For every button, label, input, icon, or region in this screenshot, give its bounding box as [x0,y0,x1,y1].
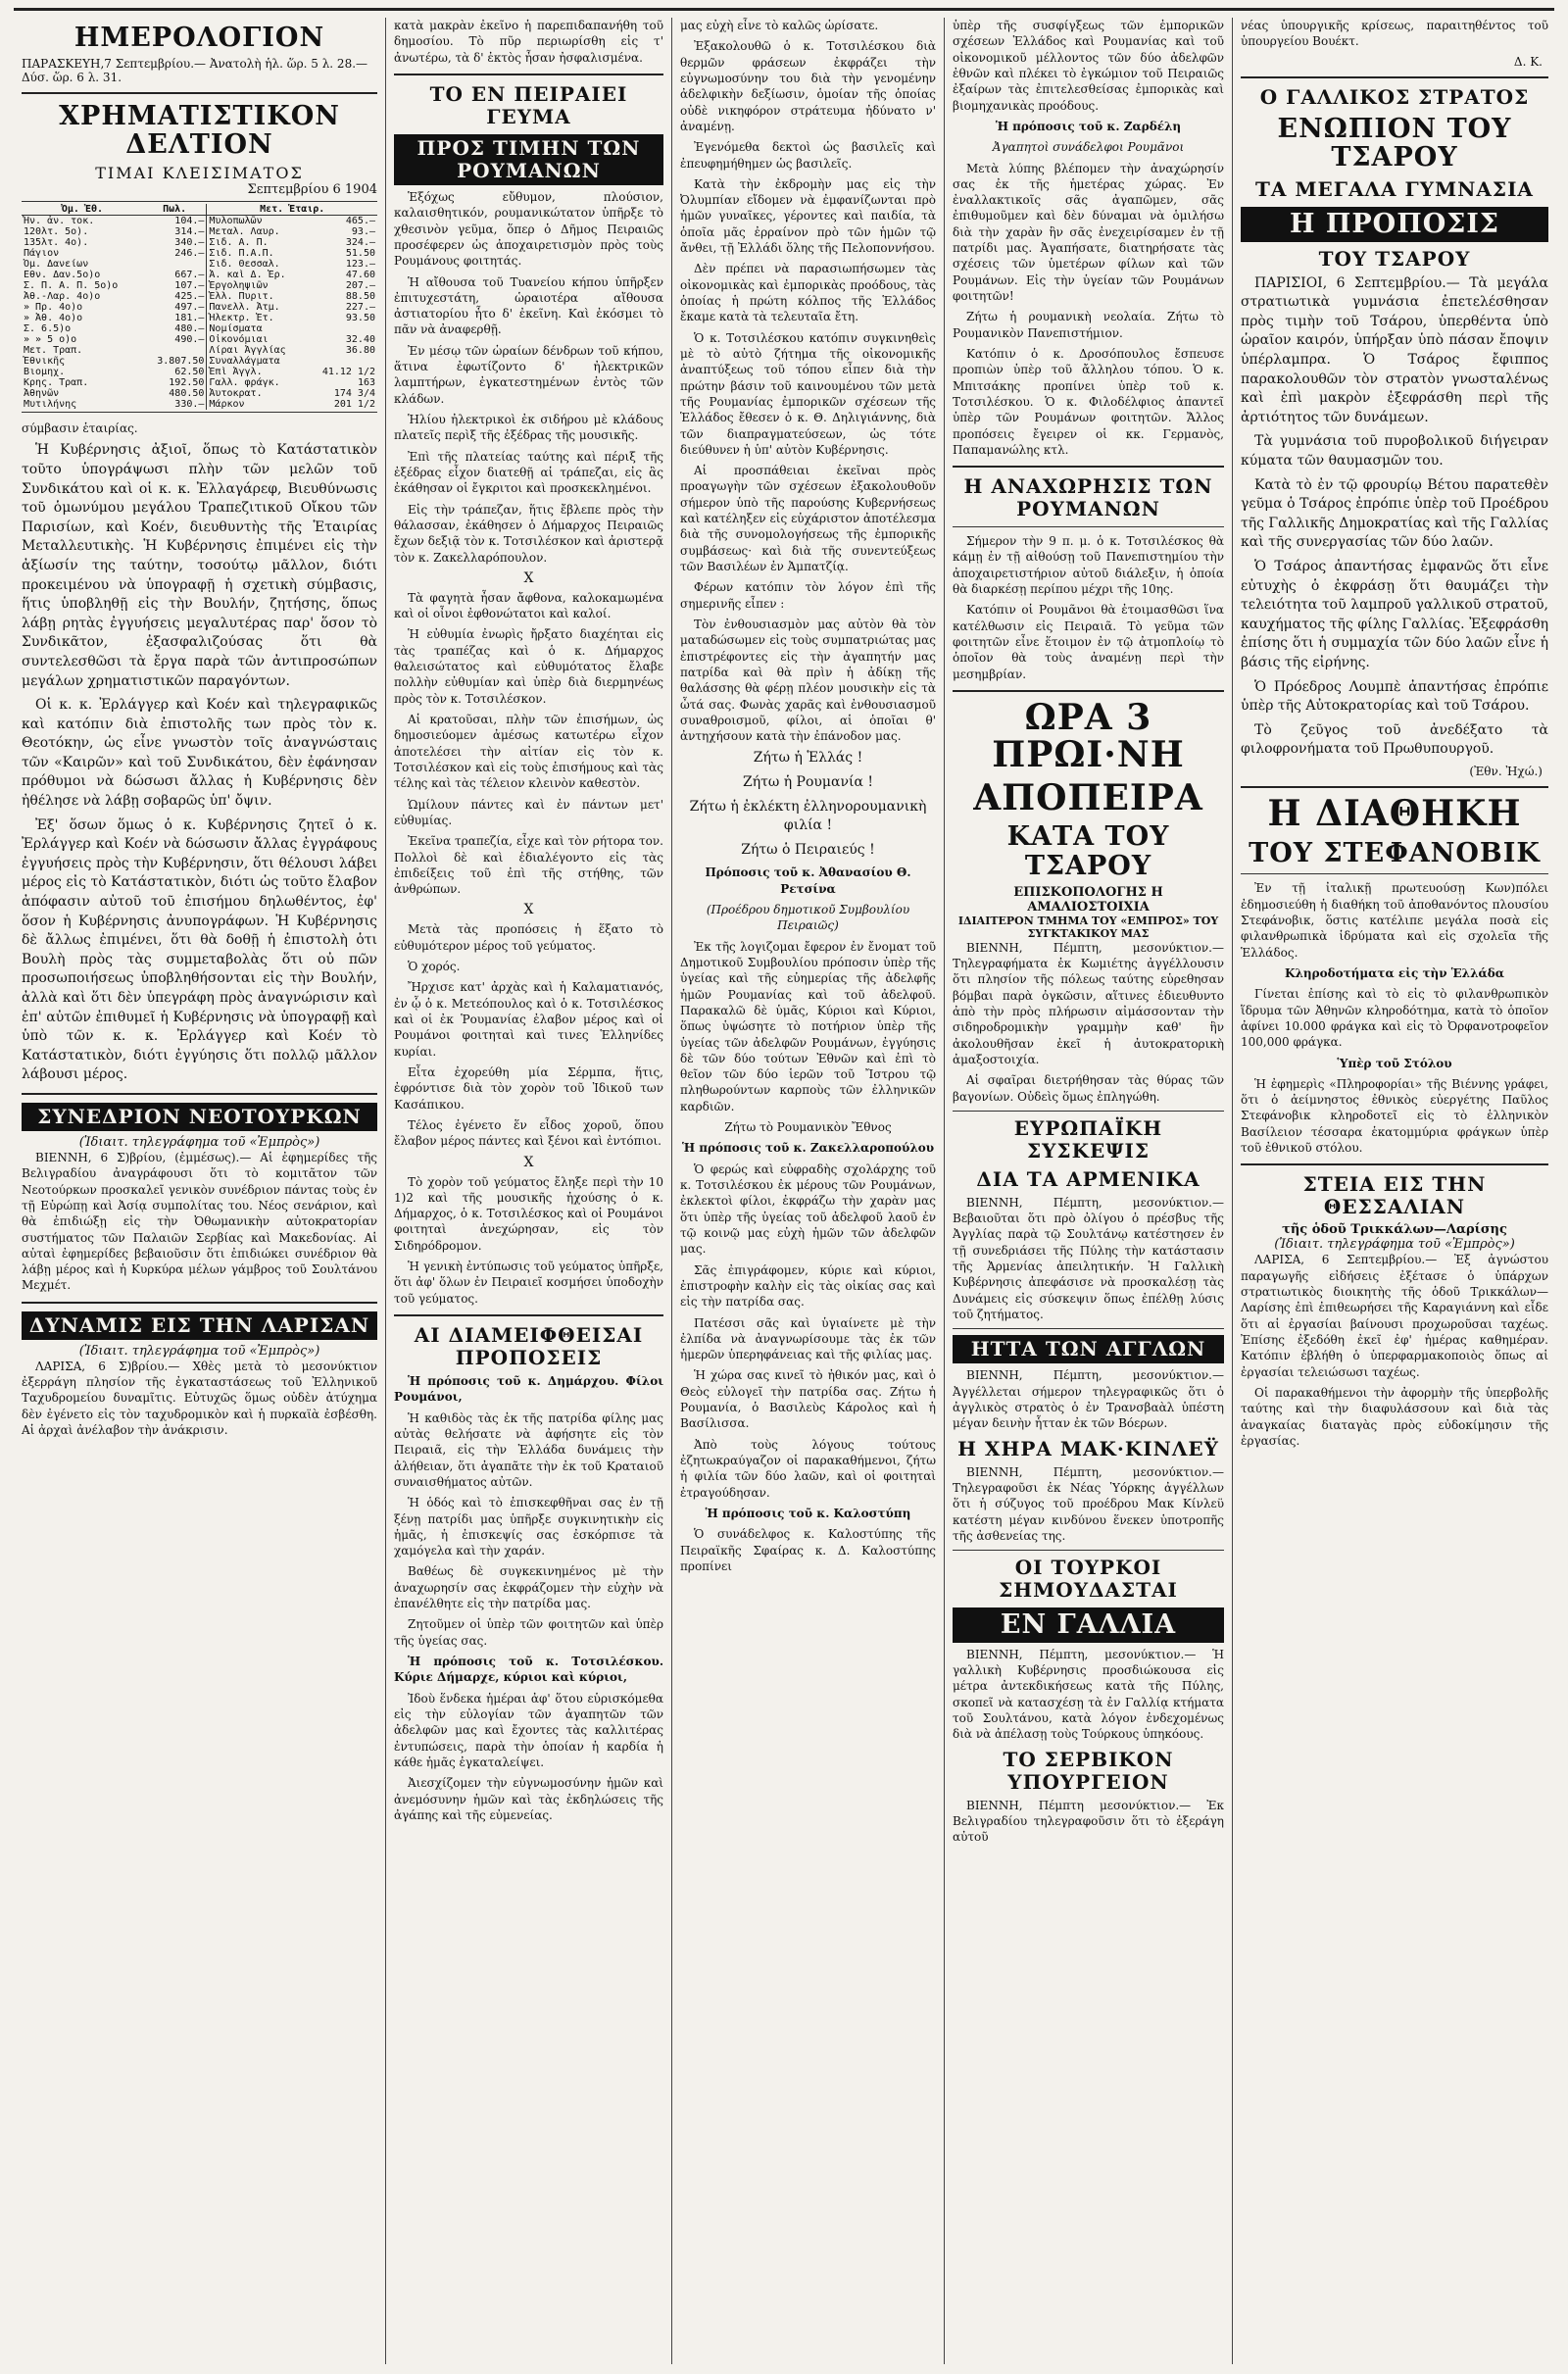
article-paragraph: Τὸ ζεῦγος τοῦ ἀνεδέξατο τὰ φιλοφρονήματα τοῦ Πρωθυπουργοῦ. [1241,721,1548,758]
article-paragraph: ΒΙΕΝΝΗ, Πέμπτη, μεσονύκτιον.— Ἡ γαλλικὴ Κυβέρνησις προσδιώκουσα εἰς μέτρα ἀντεκδικήσεως κατὰ τῆς Πύλης, σκοπεῖ νὰ κατασχέσῃ τὰ ἐν Γαλλίᾳ κτήματα τοῦ Σουλτάνου, κατὰ λόγον ἐνδεχομένως διὰ νὰ ἀπέλασῃ τοὺς Τούρκους ὑπηκόους. [953,1647,1224,1742]
table-row [22,356,377,367]
table-cell: Σιδ. Π.Α.Π. [209,248,274,260]
article-paragraph: Βαθέως δὲ συγκεκινημένος μὲ τὴν ἀναχωρησίν σας ἐκφράζομεν τὴν εὐχὴν νὰ ἐπανέλθητε εἰς τὴν πατρίδα μας. [394,1564,663,1611]
byline: Δ. Κ. [1513,54,1543,69]
table-cell: Κρης. Τραπ. [24,377,89,389]
divider [1241,76,1548,78]
of-tsar-heading: ΤΟΥ ΤΣΑΡΟΥ [1318,246,1471,271]
table-cell: Ὀμ. Δανείων [24,259,89,271]
table-cell: 123.— [345,259,375,271]
article-paragraph: Ὁ Τσάρος ἀπαντήσας ἐμφανῶς ὅτι εἶνε εὐτυχὴς ὁ ἐκφράσῃ ὅτι θαυμάζει τὴν τελειότητα τοῦ λαμπροῦ γαλλικοῦ στρατοῦ, καυχήματος τῆς φίλης Γαλλίας. Ἐξεφράσθη ἐπίσης ὅτι ἡ συμμαχία τῶν δύο λαῶν εἶνε ἡ βάσις τῆς εἰρήνης. [1241,559,1548,670]
column-2 [386,18,672,2364]
article-paragraph: Ἡ εὐθυμία ἐνωρὶς ἤρξατο διαχέηται εἰς τὰς τραπέζας καὶ ὁ κ. Δήμαρχος θαλεισώτατος καὶ εὐθυμότατος ἔλαβε πολλὴν εὐθυμίαν καὶ ὑπὲρ διὰ διερμηνέως πρὸς τὸν κ. Τοτσιλέσκον. [394,627,663,706]
table-cell [143,345,207,356]
article-paragraph: Τὸ χορὸν τοῦ γεύματος ἔληξε περὶ τὴν 10 1)2 καὶ τῆς μουσικῆς ἠχούσης ὁ κ. Δήμαρχος, ὁ κ. Τοτσιλέσκος καὶ οἱ Ρουμάνοι φοιτηταὶ ἀνεχώρησαν, εἰς τὸν Σιδηρόδρομον. [394,1174,663,1253]
table-cell: Σιδ. Θεσσαλ. [209,259,280,271]
cheer-line: Ζήτω τὸ Ρουμανικὸν Ἔθνος [724,1120,892,1135]
table-cell [143,259,207,270]
table-cell: Πανελλ. Ἀτμ. [209,302,280,314]
larisa-dynamite-heading: ΔΥΝΑΜΙΣ ΕΙΣ ΤΗΝ ΛΑΡΙΣΑΝ [22,1311,377,1340]
table-header-cell: Μετ. Ἑταιρ. [207,204,377,216]
article-paragraph: Ἑξόχως εὔθυμον, πλούσιον, καλαισθητικόν, ρουμανικώτατον ὑπῆρξε τὸ χθεσινὸν γεῦμα, ὅπερ ὁ Δῆμος Πειραιῶς προσέφερεν ὡς ἀποχαιρετισμὸν πρὸς τοὺς Ρουμάνους φοιτητάς. [394,189,663,269]
departure-heading: Η ΑΝΑΧΩΡΗΣΙΣ ΤΩΝ ΡΟΥΜΑΝΩΝ [963,474,1213,521]
table-row [22,291,377,302]
column-1 [14,18,386,2364]
table-cell: 227.— [345,302,375,314]
table-row [22,323,377,334]
table-cell: 104.— [143,216,207,227]
article-paragraph: ΒΙΕΝΝΗ, 6 Σ)βρίου, (ἐμμέσως).— Αἱ ἐφημερίδες τῆς Βελιγραδίου ἀναγράφουσι ὅτι τὸ κομιτᾶτον τῶν Νεοτούρκων προσκαλεῖ γενικὸν συνέδριον πάντας τοὺς ἐν τῇ Εὐρώπῃ καὶ Ἀσίᾳ συμπολίτας του. Νέος σενάριον, καὶ θὰ ἐπιδιώξῃ εἰς τὴν Ὀθωμανικὴν αὐτοκρατορίαν συστήματος τῶν Παλαιῶν Σερβίας καὶ Μακεδονίας. Αἱ αὐταὶ ἐφημερίδες βεβαιοῦσιν ὅτι ἐπιδιώκει συνέδριον θὰ λάβῃ μέρος καὶ ἡ Κυρκύρα μέλων γάμβρος τοῦ Σουλτάνου Μεχμέτ. [22,1150,377,1293]
toasts-heading: ΑΙ ΔΙΑΜΕΙΦΘΕΙΣΑΙ ΠΡΟΠΟΣΕΙΣ [414,1323,644,1369]
table-cell: Σ. 6.5)ο [24,323,72,335]
table-cell: 497.— [143,302,207,313]
table-cell: 88.50 [345,291,375,303]
cheer-line: Ζήτω ὁ Πειραιεύς ! [741,841,875,858]
table-cell: 93.— [351,226,375,238]
table-cell: 490.— [143,334,207,345]
divider [1241,1163,1548,1165]
article-subheading: Ἡ πρόποσις τοῦ κ. Δημάρχου. Φίλοι Ρουμάνοι, [394,1374,663,1405]
table-cell: Μυλοπωλῶν [209,216,263,227]
table-cell: Ἀ. καὶ Δ. Ἐρ. [209,270,286,281]
article-paragraph: ΠΑΡΙΣΙΟΙ, 6 Σεπτεμβρίου.— Τὰ μεγάλα στρατιωτικὰ γυμνάσια ἐπετελέσθησαν πρὸς τιμὴν τοῦ Τσάρου, ὑπερθέντα ὑπὸ ὡραῖον καιρόν, ὑπήρξαν ὑπὸ πάσαν ἔποψιν ὑπέρλαμπρα. Ὁ Τσάρος ἔφιππος παρακολουθῶν τὸν στρατὸν γνωσταλένως καὶ ἐπὶ μακρὸν ἐξεφράσθη περὶ τῆς ἀρτιότητος τῶν δυνάμεων. [1241,274,1548,425]
article-paragraph: νέας ὑπουργικῆς κρίσεως, παραιτηθέντος τοῦ ὑπουργείου Βουέκτ. [1241,19,1548,49]
dispatch-meta: (Ἰδιαιτ. τηλεγράφημα τοῦ «Ἐμπρὸς») [78,1343,320,1359]
table-cell: Πάγιον [24,248,60,260]
article-paragraph: Σήμερον τὴν 9 π. μ. ὁ κ. Τοτσιλέσκος θὰ κάμῃ ἐν τῇ αἰθούσῃ τοῦ Πανεπιστημίου τὴν ἀποχαιρετιστήριον αὐτοῦ διάλεξιν, ἡ ὁποία θὰ διαρκέσῃ περίπου μέχρι τῆς 10ης. [953,534,1224,597]
top-rule [14,8,1554,11]
article-paragraph: Κατὰ τὸ ἐν τῷ φρουρίῳ Βέτου παρατεθὲν γεῦμα ὁ Τσάρος ἐπρόπιε ὑπὲρ τοῦ Προέδρου τῆς Γαλλικῆς Δημοκρατίας καὶ τῆς Γαλλίας καὶ τῆς συνεργασίας τῶν δύο λαῶν. [1241,476,1548,551]
table-cell: Συναλλάγματα [209,356,280,368]
article-subheading: Πρόποσις τοῦ κ. Ἀθανασίου Θ. Ρετσίνα [705,866,911,896]
table-cell: 330.— [143,399,207,410]
article-paragraph: Ἡ καθιδὸς τὰς ἐκ τῆς πατρίδα φίλης μας αὐτὰς θελήσατε νὰ ἀφήσητε εἰς τὸν Πειραιᾶ, εἰς τὴν Ἑλλάδα δυνάμεις τὴν ἀλήθειαν, ὅτι ἀγαπᾶτε τὴν ἐκ τοῦ Κραταιοῦ συναισθήματος αὐτῶν. [394,1410,663,1489]
table-cell: » Ἀθ. 4ο)ο [24,313,83,324]
french-army-heading: Ο ΓΑΛΛΙΚΟΣ ΣΤΡΑΤΟΣ [1259,84,1530,109]
article-paragraph: Μετὰ λύπης βλέπομεν τὴν ἀναχώρησίν σας ἐκ τῆς ἡμετέρας χώρας. Ἐν ἐναλλακτικοῖς σᾶς ἀγαπῶμεν, σᾶς ἐπιθυμοῦμεν καὶ δὲν δύναμαι νὰ ὁμιλήσω διὰ τὴν χαρὰν ἣν σᾶς ἐνεχειρίσαμεν ἐν τῇ πατρίδι μας. Ἀγαπήσατε, διατηρήσατε τὰς σχέσεις τῶν ὑμετέρων φίλων καὶ τῶν Ρουμάνων. Εἰς τὴν ὑγείαν τῶν Ρουμάνων φοιτητῶν! [953,161,1224,303]
article-paragraph: Ἡ ὁδός καὶ τὸ ἐπισκεφθῆναι σας ἐν τῇ ξένῃ πατρίδι μας ὑπῆρξε συγκινητικὴν εἰς ἡμᾶς, ἡ ἐπισκεψίς σας ἐσκόρπισε τὰ χαμόγελα καὶ τὴν χαράν. [394,1496,663,1558]
late-news-heading: ΩΡΑ 3 ΠΡΩΙ·ΝΗ [992,696,1185,775]
table-cell: Ἠλεκτρ. Ἑτ. [209,313,274,324]
article-paragraph: Ἐν τῇ ἰταλικῇ πρωτευούσῃ Κων)πόλει ἐδημοσιεύθη ἡ διαθήκη τοῦ ἀποθανόντος πλουσίου Στεφάνοβικ, ὅστις κατέλιπε μεγάλα ποσὰ εἰς φιλανθρωπικὰ ἱδρύματα καὶ εἰς σχολεῖα τῆς Ἑλλάδος. [1241,881,1548,960]
article-subheading: Κληροδοτήματα εἰς τὴν Ἑλλάδα [1285,965,1504,980]
divider [1241,786,1548,788]
table-row [22,367,377,377]
article-paragraph: ΒΙΕΝΝΗ, Πέμπτη, μεσονύκτιον.— Τηλεγραφήματα ἐκ Κωμιέτης ἀγγέλλουσιν ὅτι πλησίον τῆς πόλεως ταύτης εὑρεθησαν βόμβαι παρὰ ὀγκῶσιν, αἵτινες ἐδιευθυντο ἀπὸ τὴν πρὸς πλήρωσιν αἰμάσσονταν τὴν σιδηροδρομικὴν γραμμὴν καθ' ἣν ἀκολουθῆσαν ἐκεῖ ἡ ἀυτοκρατορικὴ ἀμαξοστοιχία. [953,940,1224,1066]
table-cell: Γαλλ. φράγκ. [209,377,280,389]
divider [22,92,377,94]
before-tsar-heading: ΕΝΩΠΙΟΝ ΤΟΥ ΤΣΑΡΟΥ [1277,113,1512,173]
table-cell: Ἀθ.-Λαρ. 4ο)ο [24,291,101,303]
article-subheading-note: (Προέδρου δημοτικοῦ Συμβουλίου Πειραιῶς) [706,903,910,933]
table-header-row [22,204,377,216]
article-paragraph: Ἐξακολουθῶ ὁ κ. Τοτσιλέσκου διὰ θερμῶν φράσεων ἐκφράζει τὴν εὐγνωμοσύνην του διὰ τὴν γενομένην ἀδελφικὴν δεξίωσιν, ὁμοίαν τῆς ὁποίας οὐδὲ νικηφόρον στράτευμα ἠδύνατο ν' ἀναμένῃ. [680,39,936,133]
article-paragraph: ΛΑΡΙΣΑ, 6 Σεπτεμβρίου.— Ἐξ ἀγνώστου παραγωγῆς εἰδήσεις ἐξέτασε ὁ ὑπάρχων στρατιωτικὸς διοικητὴς τῆς ὁδοῦ Τρικκάλων—Λαρίσης ἐπὶ ἐπιθεωρήσει τῆς Καραγιάννη καὶ εἶδε ὅτι αἱ ἐργασίαι βαίνουσι προχωροῦσαι ταχέως. Ἐπίσης ἐξεδόθη ἐκεῖ ἐφ' ἡμέρας καθημέραν. Κατόπιν ἐβλήθη ὁ ὑπερφαρμακοποιὸς ὅπως αἱ ἐργασίαι τελειώσωσι ταχέως. [1241,1253,1548,1379]
article-paragraph: Ἤρχισε κατ' ἀρχὰς καὶ ἡ Καλαματιανός, ἐν ᾧ ὁ κ. Μετεόπουλος καὶ ὁ κ. Τοτσιλέσκος καὶ οἱ ἐκ Ῥουμανίας ἐλαβον μέρος καὶ οἱ Ρουμάνοι φοιτηταὶ καὶ τινες Ἑλληνίδες κυρίαι. [394,980,663,1059]
table-cell: 340.— [143,237,207,248]
financial-date: Σεπτεμβρίου 6 1904 [247,182,377,198]
table-cell: Νομίσματα [209,323,263,335]
article-paragraph: Ἐκ τῆς λογιζομαι ἔφερον ἐν ἔνοματ τοῦ Δημοτικοῦ Συμβουλίου πρόποσιν ὑπὲρ τῆς ὑγείας καὶ τῆς εὐημερίας τῆς ἀδελφῆς ἡμῶν Ρουμανίας καὶ τοῦ ἀδελφοῦ. Παρακαλῶ δὲ ὑμᾶς, Κύριοι καὶ Κύριοι, ὅπως ὑψώσητε τὸ ποτήριον ὑπὲρ τῆς ὑγείας τῶν ἀδελφῶν Ρουμάνων, ἐγγύησις δὲ τῶν δύο τούτων Ἐθνῶν καὶ ἐπὶ τὸ θεῖον τῶν δύο ἱερῶν τοῦ Ἴστρου τῷ πληθωρούντων καρποὺς τῶν ἐλληνικῶν καρδιῶν. [680,939,936,1113]
table-row [22,248,377,259]
financial-heading: ΧΡΗΜΑΤΙΣΤΙΚΟΝ ΔΕΛΤΙΟΝ [59,100,340,161]
article-paragraph: Ὁ συνάδελφος κ. Καλοστύπης τῆς Πειραϊκῆς Σφαίρας κ. Δ. Καλοστύπης προπίνει [680,1527,936,1573]
article-paragraph: Γίνεται ἐπίσης καὶ τὸ εἰς τὸ φιλανθρωπικὸν ἵδρυμα τῶν Ἀθηνῶν κληροδότημα, κατὰ τὸ ὁποῖον ἀφίνει 10.000 φράγκα καὶ εἰς τὸ Ὀρφανοτροφεῖον 100,000 φράγκα. [1241,987,1548,1050]
article-paragraph: Ὡμίλουν πάντες καὶ ἐν πάντων μετ' εὐθυμίας. [394,797,663,827]
mckinley-heading: Η ΧΗΡΑ ΜΑΚ·ΚΙΝΛΕΫ [957,1436,1219,1460]
table-row [22,270,377,280]
table-cell: 480.— [143,323,207,334]
column-3 [672,18,945,2364]
table-row [22,302,377,313]
article-paragraph: μας εὐχὴ εἶνε τὸ καλῶς ὡρίσατε. [680,19,879,32]
table-row [22,377,377,388]
divider [953,1328,1224,1329]
divider [953,526,1224,527]
article-paragraph: Ἐν μέσῳ τῶν ὡραίων δένδρων τοῦ κήπου, ἅτινα ἐφωτίζοντο δ' ἠλεκτρικῶν λαμπτήρων, ἐγκατεστημένων ἐντὸς τῶν κλάδων. [394,343,663,406]
article-subheading: Ἡ πρόποσις τοῦ κ. Ζαρδέλη [995,119,1182,133]
table-cell: 107.— [143,280,207,291]
table-header-cell: Ὀμ. Ἐθ. [22,204,143,216]
table-cell: 47.60 [345,270,375,281]
article-paragraph: Κατὰ τὴν ἐκδρομὴν μας εἰς τὴν Ὀλυμπίαν εἴδομεν νὰ ἐμφανίζωνται πρὸ ἡμῶν γυναῖκες, γέροντες καὶ παιδία, τὰ ὁποῖα μᾶς ἐρραίνον πρὸ τῶν ἡμῶν τῷ ἄνθει, τῇ Ἐλλάδι ὅλης τῆς Πελοποννήσου. [680,176,936,256]
table-cell: 41.12 1/2 [321,367,375,378]
table-header-cell: Πωλ. [143,204,207,216]
cheer-line: Ζήτω ἡ Ρουμανία ! [742,774,873,791]
article-paragraph: Ζήτω ἡ ρουμανικὴ νεολαία. Ζήτω τὸ Ρουμανικὸν Πανεπιστήμιον. [953,310,1224,340]
article-paragraph: Ἐπὶ τῆς πλατείας ταύτης καὶ πέριξ τῆς ἐξέδρας εἶχον διατεθῇ αἱ τράπεζαι, εἰς ἃς ἐκάθησαν οἱ ἔγκριτοι καὶ προσκεκλημένοι. [394,449,663,496]
article-paragraph: κατὰ μακρὰν ἐκεῖνο ἡ παρεπιδαπανήθη τοῦ δημοσίου. Τὸ πῦρ περιωρίσθη εἰς τ' ἀνωτέρω, τὰ δ' ἐκτὸς ἦσαν ἠσφαλισμένα. [394,19,663,65]
table-cell: 135λτ. 4ο). [24,237,89,249]
table-cell: Λίραι Ἀγγλίας [209,345,286,357]
column-5 [1233,18,1556,2364]
article-paragraph: ΒΙΕΝΝΗ, Πέμπτη, μεσονύκτιον.— Ἀγγέλλεται σήμερον τηλεγραφικῶς ὅτι ὁ ἀγγλικὸς στρατὸς ὁ ἐν Τρανσβαὰλ ὑπέστη μέγαν δεινὴν ἧτταν ἐκ τῶν Βόερων. [953,1368,1224,1431]
piraeus-dinner-subheading: ΠΡΟΣ ΤΙΜΗΝ ΤΩΝ ΡΟΥΜΑΝΩΝ [394,134,663,185]
article-paragraph: Ἡ Κυβέρνησις ἀξιοῖ, ὅπως τὸ Κατάστατικὸν τοῦτο ὑπογράψωσι πλὴν τῶν μελῶν τοῦ Συνδικάτου καὶ οἱ κ. κ. Ἐλλαγάρεφ, Βιευθύνωσις τοῦ ὁμωνύμου μεγάλου Τραπεζιτικοῦ Οἴκου τῶν Παρισίων, καὶ Κοέν, διευθυντὴς τῆς Ἑταιρίας Μεταλλευτικὴς. Ἡ Κυβέρνησις ἐπιμένει εἰς τὴν ἀξίωσίν της ταύτην, τοσούτῳ μᾶλλον, διότι προκειμένου νὰ ὑπογραφῇ ἡ σχετικὴ σύμβασις, ἥτις ὑποβληθῇ εἰς τὴν Βουλήν, ζητήσης, ὅπως λάβῃ ρητὰς ἐγγυήσεις μεγαλυτέρας παρ' ὅσον τὸ Συνδικᾶτον, ἐξασφαλιζούσας ὅτι θὰ συντελεσθῶσι τὰ ἔργα παρὰ τῶν ἀντιπροσώπων μεγάλων χρηματιστικῶν παραγόντων. [22,442,377,689]
article-paragraph: Ἡ χώρα σας κινεῖ τὸ ἠθικόν μας, καὶ ὁ Θεὸς εὐλογεῖ τὴν πατρίδα σας. Ζήτω ἡ Ρουμανία, ὁ Βασιλεὺς Κάρολος καὶ ἡ Βασίλισσα. [680,1368,936,1431]
divider [953,1550,1224,1551]
road-subheading: τῆς ὁδοῦ Τρικκάλων—Λαρίσης [1282,1222,1507,1238]
almanac-heading: ΗΜΕΡΟΛΟΓΙΟΝ [74,23,325,53]
article-paragraph: Ὁ φερώς καὶ εὐφραδὴς σχολάρχης τοῦ κ. Τοτσιλέσκου ἐκ μέρους τῶν Ρουμάνων, ἐκλεκτοὶ φίλοι, ἐκφράζω τὴν χαρὰν μας ὅτι ὑπὲρ τῆς ὑγείας τοῦ ἀδελφοῦ λαοῦ ἐν τῷ κοινῷ μας εὐχὴ ἡμῶν τῶν ἀδελφῶν μας. [680,1162,936,1257]
table-row [22,345,377,356]
article-paragraph: Τὰ γυμνάσια τοῦ πυροβολικοῦ διήγειραν κύματα τῶν θαυμασμῶν του. [1241,433,1548,470]
table-cell: 324.— [345,237,375,249]
table-cell: Σ. Π. Α. Π. 5ο)ο [24,280,119,292]
table-cell: 163 [357,377,375,389]
table-row [22,399,377,410]
divider [1241,873,1548,874]
manoeuvres-heading: ΤΑ ΜΕΓΑΛΑ ΓΥΜΝΑΣΙΑ [1255,177,1534,201]
table-cell: Οἰκονόμιαι [209,334,269,346]
article-paragraph: Ἐγενόμεθα δεκτοὶ ὡς βασιλεῖς καὶ ἐπευφημήθημεν ὡς βασιλεῖς. [680,140,936,171]
table-cell: 314.— [143,226,207,237]
table-cell: 667.— [143,270,207,280]
table-cell: Μυτιλήνης [24,399,77,411]
table-cell: 120λτ. 5ο). [24,226,89,238]
divider [394,1314,663,1316]
table-cell: 425.— [143,291,207,302]
article-paragraph: ΛΑΡΙΣΑ, 6 Σ)βρίου.— Χθὲς μετὰ τὸ μεσονύκτιον ἐξερράγη πλησίον τῆς ἐγκαταστάσεως τοῦ Ἐλληνικοῦ Ταχυδρομείου δυναμῖτις. Εὐτυχῶς ὅμως οὐδὲν ἀτύχημα δὲν ἐγένετο εἰς τὸν ταχυδρομικὸν καὶ ἡ πυρκαϊὰ ἐσβέσθη. Αἱ ἀρχαὶ ἀνέλαβον τὴν ἀνάκρισιν. [22,1359,377,1438]
article-paragraph: ΒΙΕΝΝΗ, Πέμπτη μεσονύκτιον.— Ἐκ Βελιγραδίου τηλεγραφοῦσιν ὅτι τὸ ἐξεράγη αὐτοῦ [953,1798,1224,1845]
article-paragraph: Ἀιεσχίζομεν τὴν εὐγνωμοσύνην ἡμῶν καὶ ἀνεμόσυνην ἡμῶν καὶ τὰς ἐκδηλώσεις τῆς ἀγάπης καὶ τῆς εὐμενείας. [394,1776,663,1822]
article-paragraph: σύμβασιν ἑταιρίας. [22,421,138,436]
table-cell: Ἀυτοκρατ. [209,388,263,400]
dispatch-meta: (Ἰδιαιτ. τηλεγράφημα τοῦ «Ἐμπρὸς») [1274,1237,1515,1253]
neoturks-heading: ΣΥΝΕΔΡΙΟΝ ΝΕΟΤΟΥΡΚΩΝ [22,1103,377,1131]
article-paragraph: Αἱ κρατοῦσαι, πλὴν τῶν ἐπισήμων, ὡς δημοσιεύομεν ἀμέσως κατωτέρω εἶχον ἀποτελέσει τὴν αἰτίαν εἰς τὸν κ. Τοτσιλέσκον καὶ εἰς τοὺς ἐπισήμους καὶ τὰς τέλης καὶ τὰς τέλειον κλεινὸν καθεστὸν. [394,713,663,791]
article-paragraph: Ἀπὸ τοὺς λόγους τούτους ἐζητωκραύγαζον οἱ παρακαθήμενοι, ζήτω ἡ φιλία τῶν δύο λαῶν, καὶ οἱ φοιτηταὶ ἐτραγούδησαν. [680,1437,936,1500]
table-cell: 62.50 [143,367,207,377]
france-heading: ΕΝ ΓΑΛΛΙΑ [953,1607,1224,1643]
table-cell [307,356,377,367]
european-conference-heading: ΕΥΡΩΠΑΪΚΗ ΣΥΣΚΕΨΙΣ [1013,1115,1163,1162]
table-cell: Ἐργοληψιῶν [209,280,269,292]
table-row [22,226,377,237]
table-cell: Ἡν. ἀν. τοκ. [24,216,95,227]
article-paragraph: Αἱ σφαῖραι διετρήθησαν τὰς θύρας τῶν βαγονίων. Οὐδεὶς ὅμως ἐπληγώθη. [953,1073,1224,1104]
article-paragraph: ὑπὲρ τῆς συσφίγξεως τῶν ἐμπορικῶν σχέσεων Ἑλλάδος καὶ Ρουμανίας καὶ τοῦ οἰκονομικοῦ μέλλοντος τῶν δύο ἀδελφῶν ἐθνῶν καὶ πλέκει τὸ ἐγκώμιον τοῦ Πειραιῶς ἐξαίρων τὰς ἐπιτελεσθείσας ἐμπορικὰς καὶ βιομηχανικὰς προόδους. [953,19,1224,113]
exchange-table-wrap [22,201,377,413]
table-cell: 480.50 [143,388,207,399]
section-mark: Χ [523,569,534,586]
will-heading: Η ΔΙΑΘΗΚΗ [1267,792,1522,834]
divider [394,74,663,75]
attempt-heading: ΑΠΟΠΕΙΡΑ [973,776,1203,818]
almanac-dateline: ΠΑΡΑΣΚΕΥΗ,7 Σεπτεμβρίου.— Ἀνατολὴ ἡλ. ὥρ. 5 λ. 28.—Δύσ. ὥρ. 6 λ. 31. [22,56,368,84]
article-subheading: Ὑπὲρ τοῦ Στόλου [1337,1056,1452,1070]
table-row [22,259,377,270]
article-paragraph: Οἱ κ. κ. Ἐρλάγγερ καὶ Κοέν καὶ τηλεγραφικῶς καὶ κατόπιν διὰ ἐπιστολῆς των πρὸς τὸν κ. Θεοτόκην, ὡς εἶνε γνωστὸν τοῖς ἀναγνώσταις τῶν «Καιρῶν» καὶ τοῦ Συνδικάτου, δὲν ἐφάνησαν πρόθυμοι νὰ δώσωσι ἄλλας ἡ Κυβέρνησις δὲν ἠθέλησε νὰ λάβῃ σοβαρῶς ὑπ' ὄψιν. [22,697,377,810]
dispatch-meta: (Ἰδιαιτ. τηλεγράφημα τοῦ «Ἐμπρὸς») [78,1134,320,1150]
table-cell: » » 5 ο)ο [24,334,77,346]
article-paragraph: Δὲν πρέπει νὰ παρασιωπήσωμεν τὰς οἰκονομικὰς καὶ ἐμπορικὰς προόδους, τὰς ὁποίας ἡ πρώτη κόλπος τῆς Ἑλλάδος ἔκαμε κατὰ τὰ τελευταῖα ἔτη. [680,262,936,324]
divider [22,1302,377,1304]
table-cell: Μεταλ. Λαυρ. [209,226,280,238]
cheer-line: Ζήτω ἡ Ἑλλάς ! [753,750,863,767]
divider [953,690,1224,692]
table-cell: 32.40 [345,334,375,346]
table-cell: Εθν. Δαν.5ο)ο [24,270,101,281]
tsar-heading: ΚΑΤΑ ΤΟΥ ΤΣΑΡΟΥ [1006,821,1170,882]
table-cell: 51.50 [345,248,375,260]
article-paragraph: Ὁ κ. Τοτσιλέσκου κατόπιν συγκινηθεὶς μὲ τὸ αὐτὸ ζήτημα τῆς οἰκονομικῆς ἀναπτύξεως τοῦ τόπου εἶπεν διὰ τὴν πρώτην βάσιν τοῦ καινουμένου τῶν μετὰ τῆς Ρουμανίας ἐμπορικῶν σχέσεων τῆς Ἑλλάδος ἔθεσεν ὁ κ. Θ. Δηλιγιάννης, διὰ τῶν διαπραγματεύσεων, ὡς τότε διεύθυνεν ἡ ὑπ' αὐτὸν Κυβέρνησις. [680,330,936,457]
table-cell: 192.50 [143,377,207,388]
table-cell: 174 3/4 [333,388,375,400]
train-subheading: ΕΠΙΣΚΟΠΟΛΟΓΗΣ Η ΑΜΑΛΙΟΣΤΟΙΧΙΑ [1013,884,1163,915]
table-row [22,334,377,345]
article-paragraph: Μετὰ τὰς προπόσεις ἡ ἕξατο τὸ εὐθυμότερον μέρος τοῦ γεύματος. [394,922,663,953]
toast-heading: Η ΠΡΟΠΟΣΙΣ [1241,207,1548,242]
table-cell: Ἐθνικῆς [24,356,66,368]
source-credit: (Ἐθν. Ἠχώ.) [1469,764,1543,778]
divider [22,1093,377,1095]
table-cell: Σιδ. Α. Π. [209,237,269,249]
article-paragraph: Τὸν ἐνθουσιασμὸν μας αὐτὸν θὰ τὸν ματαδώσωμεν εἰς τοὺς συμπατριώτας μας ἐπιστρέφοντες εἰς τὴν ἀγαπητήν μας πατρίδα καὶ θὰ πρὶν ἡ ἀδίκῃ τῆς θαλάσσης θὰ φέρῃ πλέον μουσικὴν εἰς τὰ ὦτά σας. Φωνὰς χαρᾶς καὶ ἐνθουσιασμοῦ συναθροισμοῦ, φίλοι, αἱ ὁποῖαι θ' ἀντηχήσουν κατὰ τὴν ἐπάνοδον μας. [680,617,936,744]
table-cell: Μετ. Τραπ. [24,345,83,357]
article-paragraph: Φέρων κατόπιν τὸν λόγον ἐπὶ τῆς σημερινῆς εἶπεν : [680,580,936,611]
table-cell: Ἀθηνῶν [24,388,60,400]
article-paragraph: Ἡλίου ἠλεκτρικοὶ ἐκ σιδήρου μὲ κλάδους πλατεῖς περὶξ τῆς ἐξέδρας τῆς μουσικῆς. [394,413,663,443]
serbian-ministry-heading: ΤΟ ΣΕΡΒΙΚΟΝ ΥΠΟΥΡΓΕΙΟΝ [1003,1747,1174,1794]
article-paragraph: Ἡ αἴθουσα τοῦ Τυανείου κήπου ὑπῆρξεν ἐπιτυχεστάτη, ὡραιοτέρα αἴθουσα ἀστιατορίου ἧτο δ' ἐκεῖνη. Καὶ ἐκόσμει τὸ πᾶν νὰ ἀναφερθῇ. [394,274,663,337]
article-paragraph: Ὁ Πρόεδρος Λουμπὲ ἀπαντήσας ἐπρόπιε ὑπὲρ τῆς Αὐτοκρατορίας καὶ τοῦ Τσάρου. [1241,678,1548,715]
table-cell: 3.807.50 [143,356,207,367]
stefanovik-heading: ΤΟΥ ΣΤΕΦΑΝΟΒΙΚ [1249,837,1541,868]
article-paragraph: Ἡ ἐφημερὶς «Πληροφορίαι» τῆς Βιέννης γράφει, ὅτι ὁ ἀείμνηστος ἐθνικὸς εὐεργέτης Παῦλος Στεφάνοβικ κληροδοτεῖ εἰς τὸ ἑλληνικὸν Βασίλειον τέσσαρα ἑκατομμύρια φράγκων ὑπὲρ τοῦ ἐθνικοῦ στόλου. [1241,1076,1548,1156]
table-cell: 201 1/2 [333,399,375,411]
article-subheading: Ἡ πρόποσις τοῦ κ. Καλοστύπη [705,1506,911,1520]
divider [953,1111,1224,1112]
article-paragraph: Αἱ προσπάθειαι ἐκεῖναι πρὸς προαγωγὴν τῶν σχέσεων ἐξακολουθοῦν σήμερον ὑπὸ τῆς παρούσης Κυβερνήσεως καὶ κατέληξεν εἰς εὐχάριστον ἀποτέλεσμα διὰ τῆς συνομολογήσεως τῆς ἐμπορικῆς συμβάσεως· καὶ διὰ τῆς συνεντεύξεως τῶν Βασιλέων ἐν Ἀμπατζίᾳ. [680,464,936,573]
exchange-table [22,204,377,410]
article-subheading: Ἡ πρόποσις τοῦ κ. Ζακελλαροπούλου [681,1141,935,1156]
table-cell: 93.50 [345,313,375,324]
british-defeat-heading: ΗΤΤΑ ΤΩΝ ΑΓΓΛΩΝ [953,1335,1224,1363]
table-cell: 36.80 [345,345,375,357]
section-mark: Χ [523,902,534,918]
article-paragraph: Τὰ φαγητὰ ἦσαν ἄφθονα, καλοκαμωμένα καὶ οἱ οἶνοι ἐφθονώτατοι καὶ καλοί. [394,590,663,621]
table-row [22,388,377,399]
article-paragraph: Εἰς τὴν τράπεζαν, ἥτις ἔβλεπε πρὸς τὴν θάλασσαν, ἐκάθησεν ὁ Δήμαρχος Πειραιῶς ἔχων δεξιᾷ τὸν κ. Τοτσιλέσκον καὶ ἀριστερᾷ τὸν κ. Ζακελλαρόπουλον. [394,502,663,565]
table-row [22,237,377,248]
article-paragraph: Ὁ χορός. [408,960,461,974]
divider [953,466,1224,468]
article-paragraph: Πατέσσι σᾶς καὶ ὑγιαίνετε μὲ τὴν ἐλπίδα νὰ ἀναγνωρίσουμε τὰς ἐκ τῶν ἡμερῶν ὑπερηφάνειας καὶ τῆς φιλίας μας. [680,1315,936,1362]
section-mark: Χ [523,1154,534,1170]
table-cell: 207.— [345,280,375,292]
article-subheading: Ἡ πρόποσις τοῦ κ. Τοτσιλέσκου. Κύριε Δήμαρχε, κύριοι καὶ κύριοι, [394,1655,663,1685]
table-cell: » Πρ. 4ο)ο [24,302,83,314]
article-paragraph: Ἐξ' ὅσων ὅμως ὁ κ. Κυβέρνησις ζητεῖ ὁ κ. Ἐρλάγγερ καὶ Κοέν νὰ δώσωσιν ἄλλας ἐγγράφους ἐγγυήσεις πρὸς τὴν Κυβέρνησιν, ὅτι θέλουσι λάβει μέρος εἰς τὸ Κατάστατικὸν, διότι ὡς τοῦτο ἔλαβον ἀπόφασιν αὐτοῦ τοῦ ἐπισήμου δηλωθέντος, ἐφ' ὅσον ἡ Κυβέρνησις ἀνυπογράφων. Ἡ Κυβέρνησις δὲ ἄλλως ἐπιμένει, ὅτι θὰ δοθῇ ἡ ἐπιστολὴ ὁτι Βουλὴ πρὸς τὰς συμμεταβολὰς ὅτι οὐ πῶν προσωποιήσεως ὑποβληθήσονται εἰς τὴν Βουλήν, ἀλλὰ καὶ ὅτι δὲν ὑπεγράφη πρὸς ἀναγνώρισιν καὶ ἐπ' αὐτῶν ἐπιθυμεῖ ἡ Κυβέρνησις νὰ ὑπογραφῇ καὶ ὑπὸ τῶν κ. κ. Ἐρλάγγερ καὶ Κοέν τὸ Κατάστατικὸν, διότι ἐγγύησις ὅτι πολλῷ μᾶλλον λάβουσι μέρος. [22,816,377,1083]
article-paragraph: Οἱ παρακαθήμενοι τὴν ἀφορμὴν τῆς ὑπερβολῆς ταύτης καὶ τὴν διαφυλάσσουν καὶ διὰ τὰς ἀναγκαίας διαταγὰς πρὸς εὐδοκίμησιν τῆς ἐργασίας. [1241,1385,1548,1448]
table-row [22,216,377,227]
correspondent-subheading: ΙΔΙΑΙΤΕΡΟΝ ΤΜΗΜΑ ΤΟΥ «ΕΜΠΡΟΣ» ΤΟΥ ΣΥΓΚΤΑΚΙΚΟΥ ΜΑΣ [957,914,1219,940]
article-paragraph: Κατόπιν ὁ κ. Δροσόπουλος ἔσπευσε προπιὼν ὑπὲρ τοῦ ἄλληλου τόπου. Ὁ κ. Μπιτσάκης προπίνει ὑπὲρ τοῦ κ. Τοτσιλέσκου. Ὁ κ. Φιλοδέλφιος ἀπαντεῖ ὑπὲρ τῶν Ρουμάνων φοιτητῶν. Ἄλλος προπόσεις ἔγειρεν οἱ κκ. Γερμανὸς, Παπαμανώλης κτλ. [953,346,1224,457]
financial-subheading: ΤΙΜΑΙ ΚΛΕΙΣΙΜΑΤΟΣ [95,164,304,183]
table-row [22,280,377,291]
cheer-line: Ζήτω ἡ ἐκλέκτη ἐλληνορουμανικὴ φιλία ! [689,798,927,834]
article-paragraph: Σᾶς ἐπιγράφομεν, κύριε καὶ κύριοι, ἐπιστροφὴν καλὴν εἰς τὰς οἰκίας σας καὶ εἰς τὴν πατρίδα σας. [680,1262,936,1310]
turks-heading: ΟΙ ΤΟΥΡΚΟΙ ΣΗΜΟΥΔΑΣΤΑΙ [999,1556,1178,1603]
article-paragraph: ΒΙΕΝΝΗ, Πέμπτη, μεσονύκτιον.— Τηλεγραφοῦσι ἐκ Νέας Ὑόρκης ἀγγέλλων ὅτι ἡ σύζυγος τοῦ προέδρου Μακ Κίνλεϋ κατέστη μέγαν κινδύνου ἕνεκεν ὑποτροπῆς τῆς ἀσθενείας της. [953,1464,1224,1543]
table-cell: 246.— [143,248,207,259]
article-paragraph: Ἡ γενικὴ ἐντύπωσις τοῦ γεύματος ὑπῆρξε, ὅτι ἀφ' ὅλων ἐν Πειραιεῖ κοσμήσει ὑποδοχὴν τοῦ γεύματος. [394,1260,663,1306]
article-subheading-note: Ἀγαπητοὶ συνάδελφοι Ρουμᾶνοι [992,140,1185,155]
table-cell: Ἐπὶ Ἀγγλ. [209,367,263,378]
armenian-heading: ΔΙΑ ΤΑ ΑΡΜΕΝΙΚΑ [976,1166,1200,1191]
table-cell: Ἐλλ. Πυριτ. [209,291,274,303]
thessaly-heading: ΣΤΕΙΑ ΕΙΣ ΤΗΝ ΘΕΣΣΑΛΙΑΝ [1302,1172,1487,1219]
article-paragraph: Κατόπιν οἱ Ρουμᾶνοι θὰ ἐτοιμασθῶσι ἵνα κατέλθωσιν εἰς Πειραιᾶ. Τὸ γεῦμα τῶν φοιτητῶν εἶνε ἕτοιμον ἐν τῷ ἀτμοπλοίῳ τὸ ὁποῖον θὰ τοὺς ἀναμένῃ περὶ τὴν μεσημβρίαν. [953,603,1224,681]
article-paragraph: ΒΙΕΝΝΗ, Πέμπτη, μεσονύκτιον.— Βεβαιοῦται ὅτι πρὸ ὀλίγου ὁ πρέσβυς τῆς Ἀγγλίας παρὰ τῷ Σουλτάνῳ κατέστησεν ἐν τῇ συνεδριάσει τῆς Πύλης τὴν κατάστασιν τῆς Ἀρμενίας ἀπειλητικήν. Ἡ Γαλλικὴ Κυβέρνησις ἀπεφάσισε νὰ προσκαλέσῃ τὰς Δυνάμεις εἰς σύσκεψιν ὅπως ἐπέλθῃ λύσις τοῦ ζητήματος. [953,1195,1224,1322]
article-paragraph: Εἶτα ἐχορεύθη μία Σέρμπα, ἥτις, ἐφρόντισε διὰ τὸν χορὸν τοῦ Ἰδικοῦ των Κασάπικου. [394,1064,663,1112]
article-paragraph: Ζητοῦμεν οἱ ὑπὲρ τῶν φοιτητῶν καὶ ὑπὲρ τῆς ὑγείας σας. [394,1617,663,1648]
table-cell: 181.— [143,313,207,323]
piraeus-dinner-heading: ΤΟ ΕΝ ΠΕΙΡΑΙΕΙ ΓΕΥΜΑ [429,81,628,128]
article-paragraph: Τέλος ἐγένετο ἕν εἶδος χοροῦ, ὅπου ἔλαβον μέρος πάντες καὶ ξένοι καὶ ἐντόπιοι. [394,1117,663,1149]
article-paragraph: Ἰδοὺ ἕνδεκα ἡμέραι ἀφ' ὅτου εὑρισκόμεθα εἰς τὴν εὐλογίαν τῶν ἀγαπητῶν τῶν ἀδελφῶν μας καὶ ἔχοντες τὰς καλλιτέρας ἐντυπώσεις, παρὰ τὴν ὁποίαν ἡ καρδία ἡ κάθε ἡμᾶς ἐγκαταλείψει. [394,1691,663,1769]
column-4 [945,18,1233,2364]
table-cell [307,323,377,334]
table-cell: Μάρκον [209,399,245,411]
table-row [22,313,377,323]
table-cell: 465.— [345,216,375,227]
article-paragraph: Ἐκεῖνα τραπεζία, εἶχε καὶ τὸν ρήτορα τον. Πολλοὶ δὲ καὶ ἐδιαλέγοντο εἰς τὰς ἐπιδείξεις τοῦ ἐπὶ τῆς στήθης, τῶν ἀνθρώπων. [394,834,663,897]
table-cell: Βιομηχ. [24,367,66,378]
